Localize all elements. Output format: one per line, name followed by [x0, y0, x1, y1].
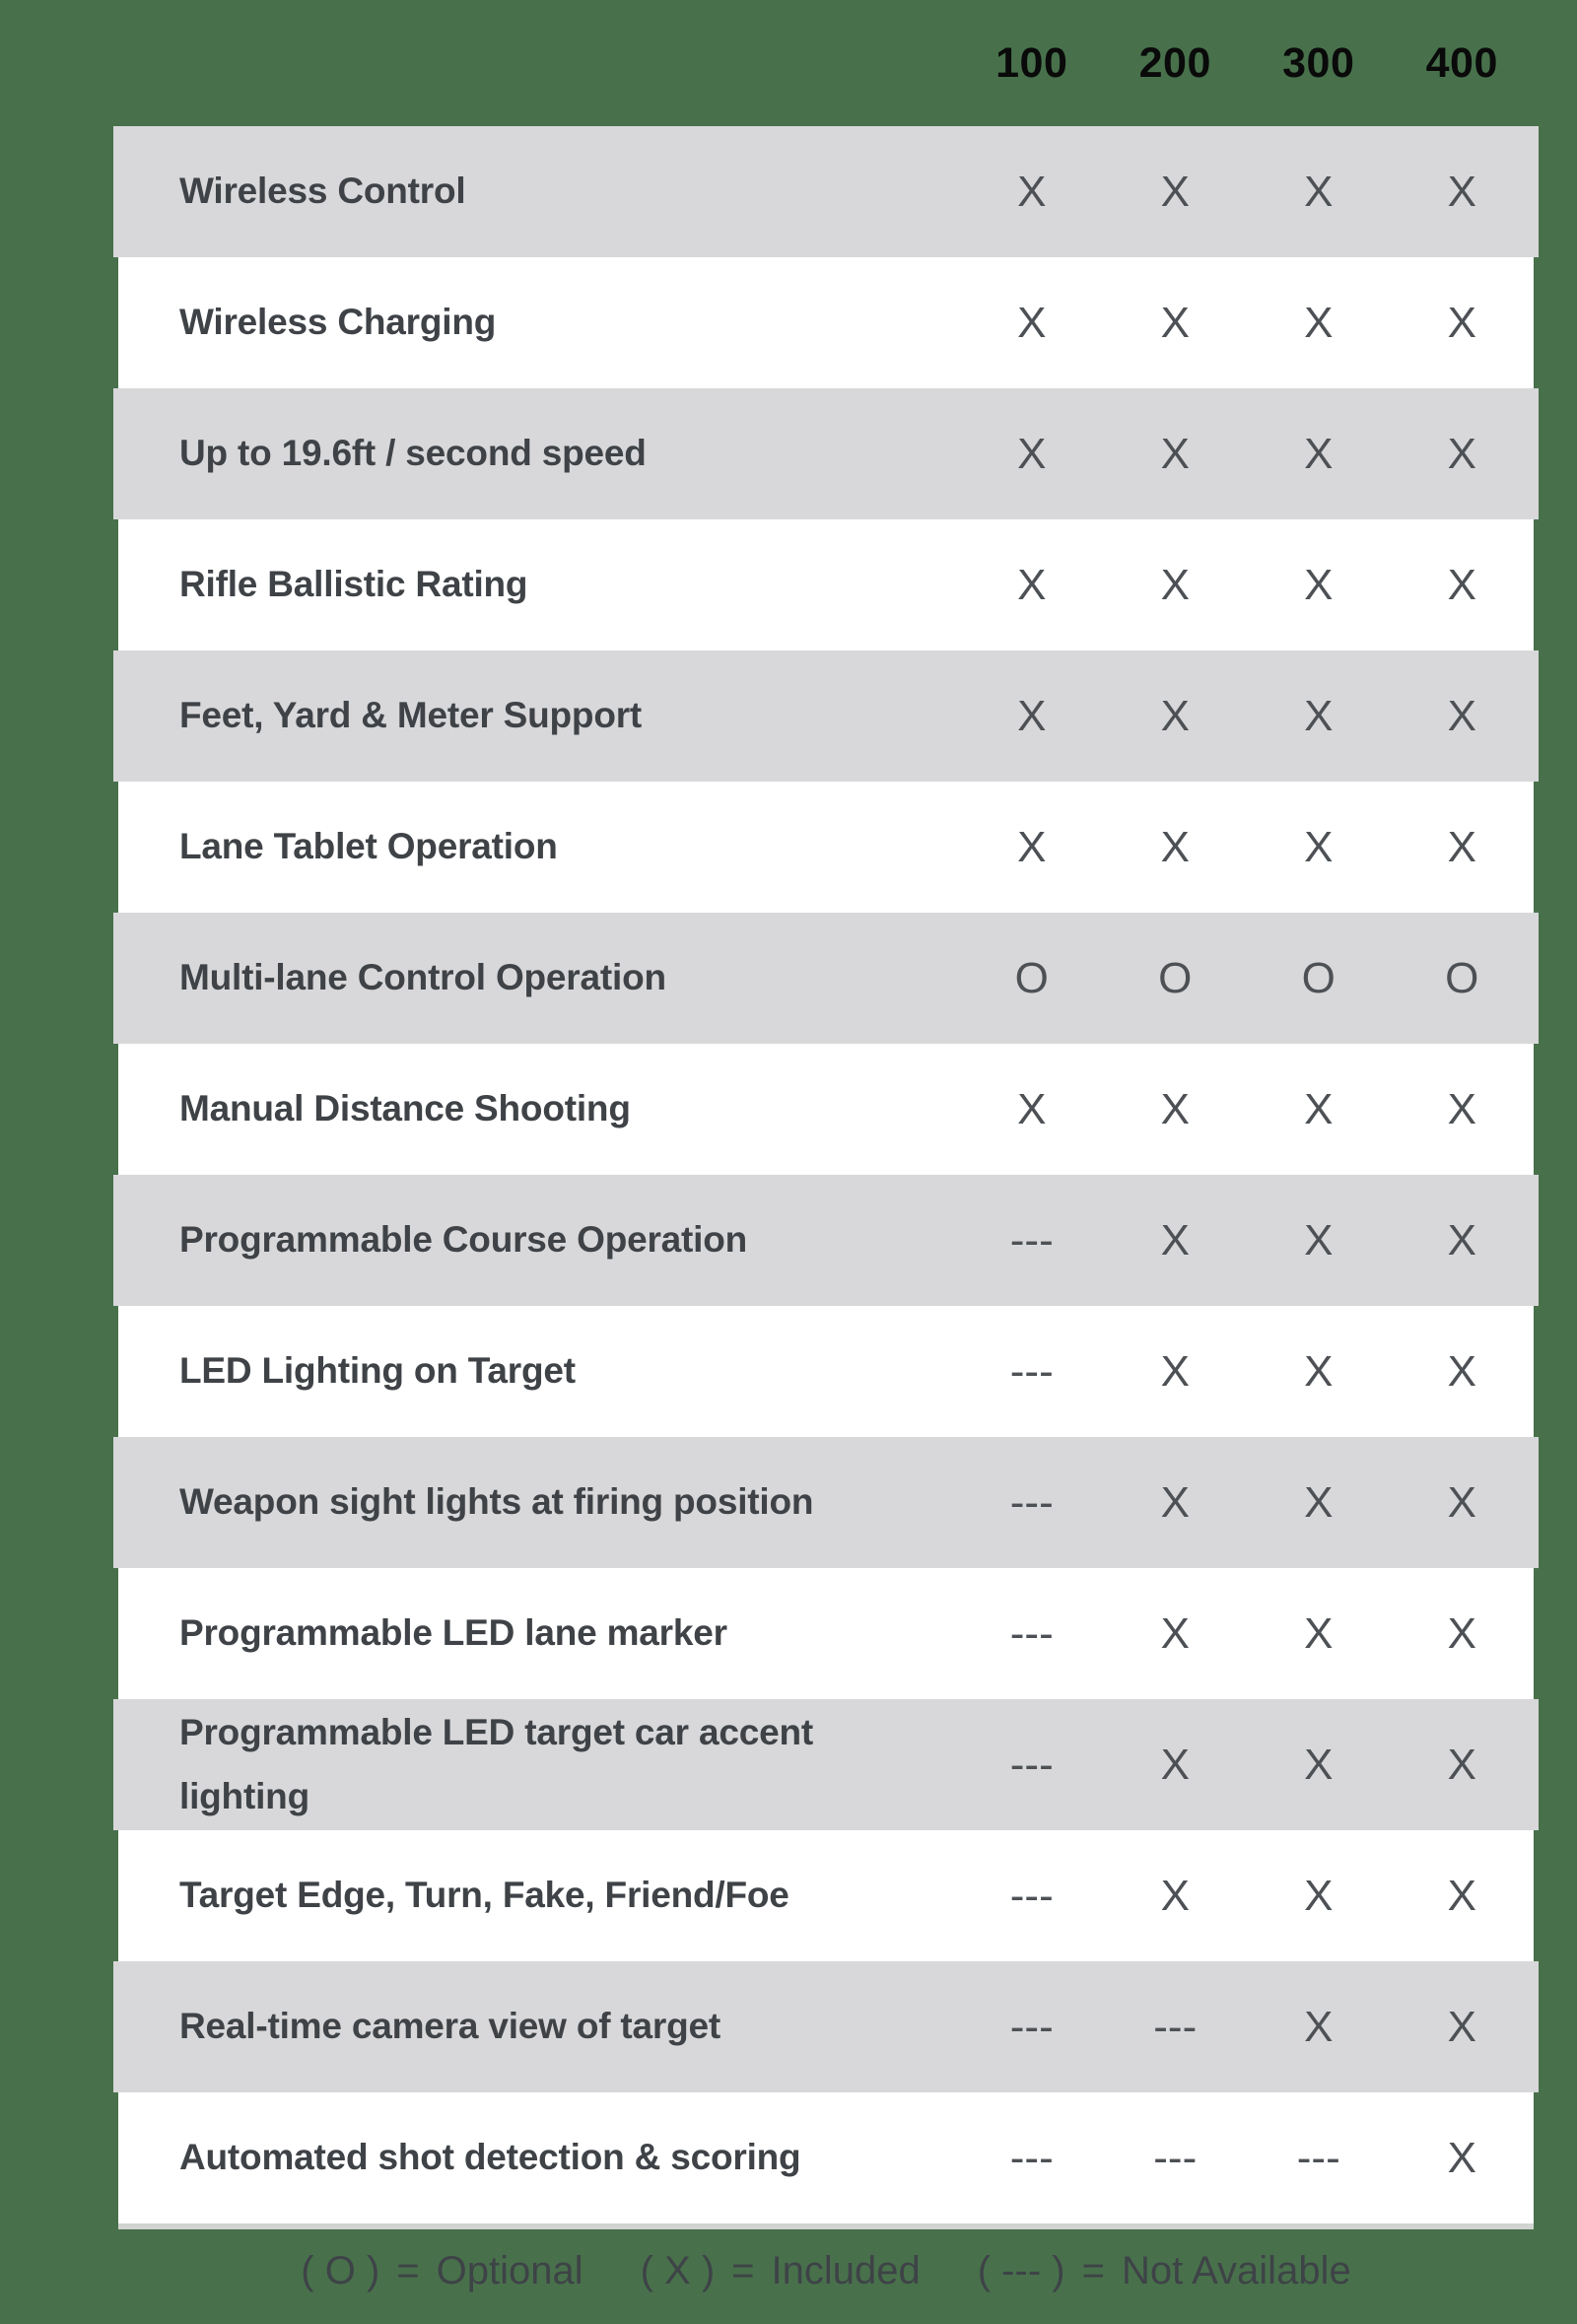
- feature-mark: X: [1447, 2002, 1476, 2051]
- feature-marks: [960, 1478, 1534, 1528]
- feature-mark: ---: [1009, 1215, 1054, 1265]
- feature-mark: ---: [1009, 1477, 1054, 1527]
- feature-label: Wireless Charging: [179, 302, 497, 343]
- feature-label: Up to 19.6ft / second speed: [179, 433, 647, 474]
- feature-mark: X: [1017, 167, 1047, 216]
- feature-mark: ---: [1296, 2133, 1340, 2182]
- comparison-chart: [118, 0, 1534, 2223]
- feature-mark: X: [1447, 2133, 1476, 2182]
- feature-mark: X: [1160, 822, 1190, 871]
- feature-label: Wireless Control: [179, 171, 466, 212]
- column-header-100: 100: [995, 38, 1068, 87]
- feature-label: Rifle Ballistic Rating: [179, 564, 528, 605]
- feature-mark: O: [1445, 953, 1479, 1002]
- feature-mark: X: [1304, 560, 1334, 609]
- feature-mark: X: [1160, 1871, 1190, 1920]
- column-header-300: 300: [1282, 38, 1355, 87]
- feature-label: Programmable LED lane marker: [179, 1612, 727, 1654]
- table-row: [118, 2092, 1534, 2223]
- feature-mark: X: [1160, 1215, 1190, 1265]
- feature-marks: [960, 1085, 1534, 1134]
- feature-mark: X: [1017, 429, 1047, 478]
- feature-mark: X: [1017, 560, 1047, 609]
- feature-mark: X: [1160, 1477, 1190, 1527]
- feature-marks: [960, 1216, 1534, 1265]
- feature-mark: ---: [1153, 2133, 1198, 2182]
- feature-marks: [960, 561, 1534, 610]
- feature-label: Automated shot detection & scoring: [179, 2137, 801, 2178]
- feature-mark: X: [1447, 1477, 1476, 1527]
- feature-marks: [960, 823, 1534, 872]
- legend: [113, 2249, 1539, 2293]
- feature-mark: ---: [1009, 1740, 1054, 1789]
- feature-label: Programmable LED target car accent lighting: [179, 1711, 813, 1816]
- feature-mark: X: [1447, 1084, 1476, 1133]
- feature-mark: ---: [1009, 1871, 1054, 1920]
- feature-mark: X: [1160, 429, 1190, 478]
- feature-label: Weapon sight lights at firing position: [179, 1481, 814, 1523]
- feature-marks: [960, 954, 1534, 1003]
- table-row: [113, 650, 1539, 782]
- feature-mark: X: [1017, 691, 1047, 740]
- feature-mark: X: [1017, 1084, 1047, 1133]
- feature-label: Programmable Course Operation: [179, 1219, 748, 1261]
- feature-label: LED Lighting on Target: [179, 1350, 576, 1392]
- feature-mark: X: [1160, 1084, 1190, 1133]
- feature-mark: X: [1160, 1608, 1190, 1658]
- legend-symbol: ( O ): [301, 2249, 380, 2292]
- feature-mark: X: [1304, 691, 1334, 740]
- legend-symbol: ( X ): [640, 2249, 716, 2292]
- feature-mark: X: [1160, 560, 1190, 609]
- legend-item-not-available: [978, 2249, 1351, 2293]
- feature-mark: X: [1304, 1346, 1334, 1396]
- table-row: [113, 388, 1539, 519]
- legend-meaning: Optional: [436, 2249, 583, 2292]
- table-row: [118, 519, 1534, 650]
- feature-mark: X: [1304, 2002, 1334, 2051]
- table-row: [118, 1830, 1534, 1961]
- feature-mark: X: [1017, 822, 1047, 871]
- table-row: [118, 1044, 1534, 1175]
- column-headers: [960, 39, 1534, 88]
- feature-mark: X: [1160, 167, 1190, 216]
- feature-mark: O: [1301, 953, 1336, 1002]
- legend-symbol: ( --- ): [977, 2249, 1065, 2292]
- column-header-400: 400: [1425, 38, 1498, 87]
- feature-mark: X: [1160, 298, 1190, 347]
- table-row: [113, 1437, 1539, 1568]
- feature-mark: X: [1304, 1608, 1334, 1658]
- table-row: [113, 1175, 1539, 1306]
- feature-mark: ---: [1009, 1608, 1054, 1658]
- column-header-200: 200: [1138, 38, 1211, 87]
- feature-mark: O: [1014, 953, 1049, 1002]
- feature-mark: X: [1447, 822, 1476, 871]
- feature-mark: X: [1447, 298, 1476, 347]
- table-row: [118, 257, 1534, 388]
- legend-item-included: [641, 2249, 921, 2293]
- table-row: [113, 126, 1539, 257]
- table-row: [113, 913, 1539, 1044]
- feature-label: Target Edge, Turn, Fake, Friend/Foe: [179, 1875, 789, 1916]
- feature-mark: X: [1447, 1215, 1476, 1265]
- table-row: [113, 1961, 1539, 2092]
- feature-marks: [960, 692, 1534, 741]
- feature-marks: [960, 1609, 1534, 1659]
- comparison-table: [118, 126, 1534, 2223]
- table-row: [118, 1306, 1534, 1437]
- feature-mark: X: [1304, 298, 1334, 347]
- legend-equals: =: [396, 2249, 420, 2292]
- table-row: [118, 782, 1534, 913]
- feature-mark: X: [1304, 167, 1334, 216]
- feature-mark: ---: [1009, 2002, 1054, 2051]
- legend-equals: =: [731, 2249, 755, 2292]
- feature-mark: ---: [1009, 1346, 1054, 1396]
- feature-marks: [960, 2003, 1534, 2052]
- feature-label: Lane Tablet Operation: [179, 826, 558, 867]
- feature-mark: X: [1304, 1871, 1334, 1920]
- feature-mark: O: [1158, 953, 1193, 1002]
- legend-equals: =: [1081, 2249, 1105, 2292]
- feature-mark: X: [1160, 691, 1190, 740]
- feature-mark: X: [1447, 560, 1476, 609]
- feature-mark: X: [1447, 1608, 1476, 1658]
- feature-marks: [960, 430, 1534, 479]
- feature-label: Real-time camera view of target: [179, 2006, 721, 2047]
- feature-mark: X: [1447, 429, 1476, 478]
- feature-mark: X: [1447, 1740, 1476, 1789]
- feature-marks: [960, 299, 1534, 348]
- feature-mark: X: [1304, 1477, 1334, 1527]
- feature-marks: [960, 1347, 1534, 1397]
- feature-mark: X: [1447, 691, 1476, 740]
- legend-meaning: Included: [771, 2249, 921, 2292]
- table-row: [113, 1699, 1539, 1830]
- feature-mark: X: [1447, 1346, 1476, 1396]
- feature-mark: X: [1017, 298, 1047, 347]
- feature-mark: X: [1304, 1215, 1334, 1265]
- feature-mark: ---: [1009, 2133, 1054, 2182]
- feature-marks: [960, 1741, 1534, 1790]
- feature-mark: X: [1304, 822, 1334, 871]
- feature-label: Manual Distance Shooting: [179, 1088, 631, 1129]
- table-row: [118, 1568, 1534, 1699]
- legend-item-optional: [301, 2249, 583, 2293]
- feature-mark: X: [1304, 429, 1334, 478]
- feature-mark: X: [1304, 1084, 1334, 1133]
- feature-mark: ---: [1153, 2002, 1198, 2051]
- feature-marks: [960, 2134, 1534, 2183]
- feature-marks: [960, 1872, 1534, 1921]
- legend-meaning: Not Available: [1121, 2249, 1351, 2292]
- feature-marks: [960, 168, 1534, 217]
- feature-mark: X: [1160, 1346, 1190, 1396]
- feature-mark: X: [1304, 1740, 1334, 1789]
- column-header-row: [118, 0, 1534, 126]
- feature-label: Multi-lane Control Operation: [179, 957, 666, 998]
- feature-label: Feet, Yard & Meter Support: [179, 695, 643, 736]
- feature-mark: X: [1447, 167, 1476, 216]
- feature-mark: X: [1160, 1740, 1190, 1789]
- feature-mark: X: [1447, 1871, 1476, 1920]
